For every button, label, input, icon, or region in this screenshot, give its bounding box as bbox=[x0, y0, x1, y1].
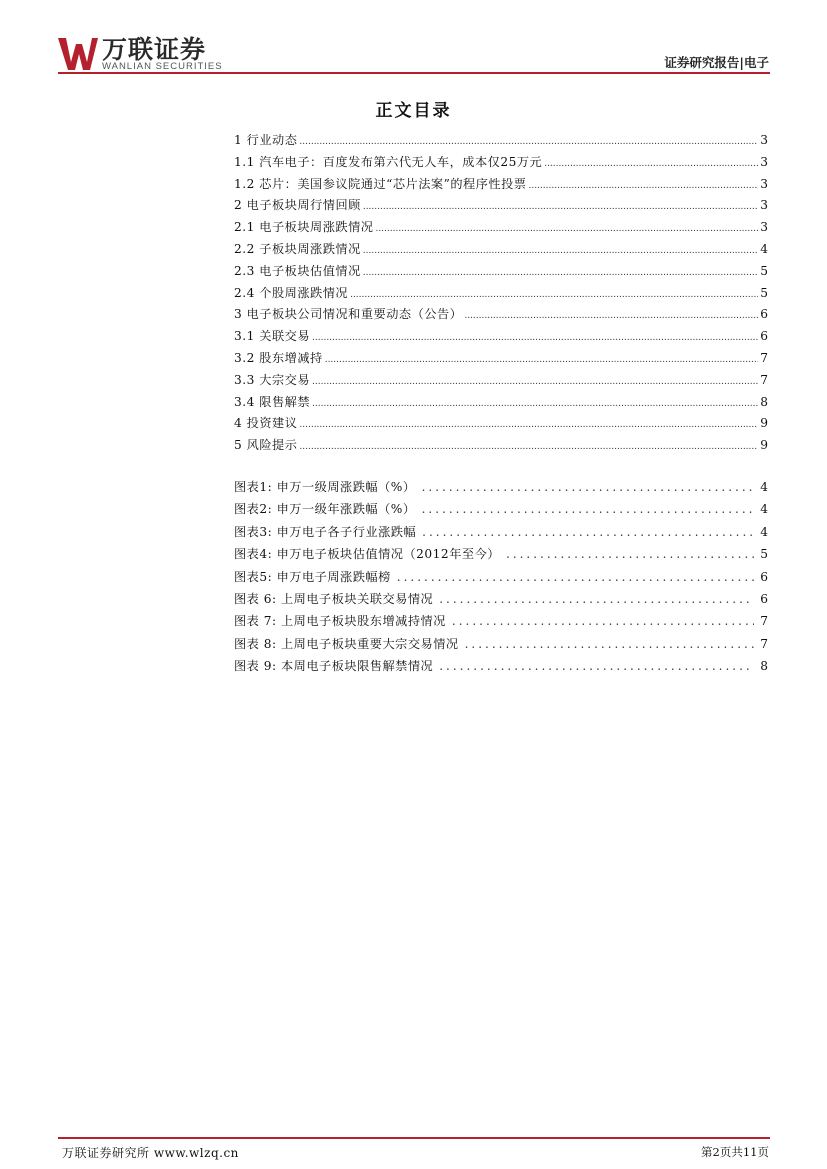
leader-dots bbox=[465, 633, 754, 655]
figure-entry-page: 7 bbox=[760, 614, 768, 629]
figure-entry[interactable] bbox=[234, 566, 768, 588]
toc-entry-page: 5 bbox=[760, 285, 768, 300]
figure-entry-page: 6 bbox=[760, 569, 768, 584]
figure-entry-page: 4 bbox=[760, 524, 768, 539]
leader-dots bbox=[544, 154, 758, 176]
leader-dots bbox=[439, 588, 754, 610]
leader-dots bbox=[422, 498, 754, 520]
figure-entry-label: 图表1: 申万一级周涨跌幅（%） bbox=[234, 480, 416, 494]
toc-entry-page: 4 bbox=[760, 241, 768, 256]
toc-entry[interactable] bbox=[234, 239, 768, 261]
toc-entry-label: 3.2 股东增减持 bbox=[234, 350, 323, 365]
leader-dots bbox=[422, 521, 754, 543]
toc-entry-label: 2 电子板块周行情回顾 bbox=[234, 198, 361, 213]
toc-entry-page: 7 bbox=[760, 372, 768, 387]
figure-entry[interactable] bbox=[234, 610, 768, 632]
toc-entry-page: 3 bbox=[760, 154, 768, 169]
leader-dots bbox=[363, 197, 758, 219]
leader-dots bbox=[464, 306, 758, 328]
toc-entry-label: 2.4 个股周涨跌情况 bbox=[234, 285, 349, 300]
toc-entry-label: 2.1 电子板块周涨跌情况 bbox=[234, 220, 374, 235]
figure-entry[interactable] bbox=[234, 655, 768, 677]
figure-entry-page: 7 bbox=[760, 636, 768, 651]
toc-entry-label: 1.1 汽车电子：百度发布第六代无人车，成本仅25万元 bbox=[234, 154, 543, 169]
leader-dots bbox=[439, 655, 754, 677]
page-title: 正文目录 bbox=[375, 101, 452, 121]
company-logo bbox=[58, 36, 228, 72]
toc-entry[interactable] bbox=[234, 304, 768, 326]
toc-entry[interactable] bbox=[234, 174, 768, 196]
figure-entry[interactable] bbox=[234, 588, 768, 610]
toc-entry-label: 3.1 关联交易 bbox=[234, 329, 311, 344]
toc-entry[interactable] bbox=[234, 413, 768, 435]
leader-dots bbox=[299, 437, 758, 459]
figure-entry-label: 图表 6: 上周电子板块关联交易情况 bbox=[234, 591, 434, 606]
toc-entry-page: 8 bbox=[760, 394, 768, 409]
footer-source: 万联证券研究所 www.wlzq.cn bbox=[62, 1146, 239, 1160]
figure-list bbox=[234, 476, 768, 678]
toc-entry[interactable] bbox=[234, 261, 768, 283]
page-header bbox=[0, 0, 827, 80]
figure-entry[interactable] bbox=[234, 498, 768, 520]
toc-entry-page: 3 bbox=[760, 220, 768, 235]
leader-dots bbox=[312, 328, 758, 350]
figure-entry-page: 4 bbox=[760, 480, 768, 494]
toc-entry[interactable] bbox=[234, 217, 768, 239]
toc-entry-label: 1.2 芯片：美国参议院通过“芯片法案”的程序性投票 bbox=[234, 176, 527, 191]
figure-entry[interactable] bbox=[234, 521, 768, 543]
toc-entry-label: 2.2 子板块周涨跌情况 bbox=[234, 241, 361, 256]
figure-entry[interactable] bbox=[234, 476, 768, 498]
leader-dots bbox=[312, 372, 758, 394]
toc-entry[interactable] bbox=[234, 130, 768, 152]
toc-entry-page: 7 bbox=[760, 350, 768, 365]
leader-dots bbox=[528, 176, 758, 198]
table-of-contents bbox=[234, 130, 768, 457]
leader-dots bbox=[299, 132, 758, 154]
toc-entry-label: 3.4 限售解禁 bbox=[234, 394, 311, 409]
figure-entry-label: 图表 9: 本周电子板块限售解禁情况 bbox=[234, 659, 434, 674]
toc-entry-label: 1 行业动态 bbox=[234, 133, 298, 147]
toc-entry[interactable] bbox=[234, 435, 768, 457]
figure-entry[interactable] bbox=[234, 633, 768, 655]
toc-entry-label: 2.3 电子板块估值情况 bbox=[234, 263, 361, 278]
toc-entry-page: 9 bbox=[760, 438, 768, 453]
toc-entry[interactable] bbox=[234, 392, 768, 414]
leader-dots bbox=[299, 415, 758, 437]
toc-entry-page: 9 bbox=[760, 416, 768, 431]
figure-entry-page: 8 bbox=[760, 659, 768, 674]
toc-entry-page: 3 bbox=[760, 176, 768, 191]
toc-entry-page: 3 bbox=[760, 133, 768, 147]
toc-entry-label: 4 投资建议 bbox=[234, 416, 298, 431]
leader-dots bbox=[452, 610, 754, 632]
toc-entry[interactable] bbox=[234, 283, 768, 305]
figure-entry-label: 图表3: 申万电子各子行业涨跌幅 bbox=[234, 524, 417, 539]
figure-entry-page: 5 bbox=[760, 547, 768, 562]
toc-entry-page: 6 bbox=[760, 307, 768, 322]
toc-entry[interactable] bbox=[234, 348, 768, 370]
toc-entry-label: 3.3 大宗交易 bbox=[234, 372, 311, 387]
toc-entry[interactable] bbox=[234, 370, 768, 392]
leader-dots bbox=[325, 350, 758, 372]
toc-entry-page: 6 bbox=[760, 329, 768, 344]
toc-entry-label: 3 电子板块公司情况和重要动态（公告） bbox=[234, 307, 463, 322]
leader-dots bbox=[375, 219, 758, 241]
figure-entry[interactable] bbox=[234, 543, 768, 565]
leader-dots bbox=[506, 543, 754, 565]
figure-entry-label: 图表4: 申万电子板块估值情况（2012年至今） bbox=[234, 547, 500, 562]
wanlian-logo-icon bbox=[58, 36, 98, 72]
figure-entry-page: 6 bbox=[760, 591, 768, 606]
figure-entry-label: 图表2: 申万一级年涨跌幅（%） bbox=[234, 502, 416, 517]
figure-entry-label: 图表 8: 上周电子板块重要大宗交易情况 bbox=[234, 636, 459, 651]
toc-entry[interactable] bbox=[234, 152, 768, 174]
leader-dots bbox=[363, 241, 758, 263]
logo-chinese-name: 万联证券 bbox=[102, 35, 207, 64]
toc-entry-page: 5 bbox=[760, 263, 768, 278]
leader-dots bbox=[350, 285, 758, 307]
logo-english-name: WANLIAN SECURITIES bbox=[102, 61, 223, 72]
figure-entry-label: 图表 7: 上周电子板块股东增减持情况 bbox=[234, 614, 446, 629]
leader-dots bbox=[422, 476, 754, 498]
figure-entry-page: 4 bbox=[760, 502, 768, 517]
leader-dots bbox=[312, 394, 758, 416]
figure-entry-label: 图表5: 申万电子周涨跌幅榜 bbox=[234, 569, 391, 584]
leader-dots bbox=[363, 263, 758, 285]
toc-entry-page: 3 bbox=[760, 198, 768, 213]
toc-entry[interactable] bbox=[234, 195, 768, 217]
footer-divider bbox=[58, 1137, 770, 1139]
toc-entry[interactable] bbox=[234, 326, 768, 348]
leader-dots bbox=[397, 566, 754, 588]
toc-entry-label: 5 风险提示 bbox=[234, 438, 298, 453]
header-divider bbox=[58, 72, 770, 74]
report-type: 证券研究报告|电子 bbox=[664, 55, 769, 70]
page-number: 第2页共11页 bbox=[701, 1145, 769, 1159]
